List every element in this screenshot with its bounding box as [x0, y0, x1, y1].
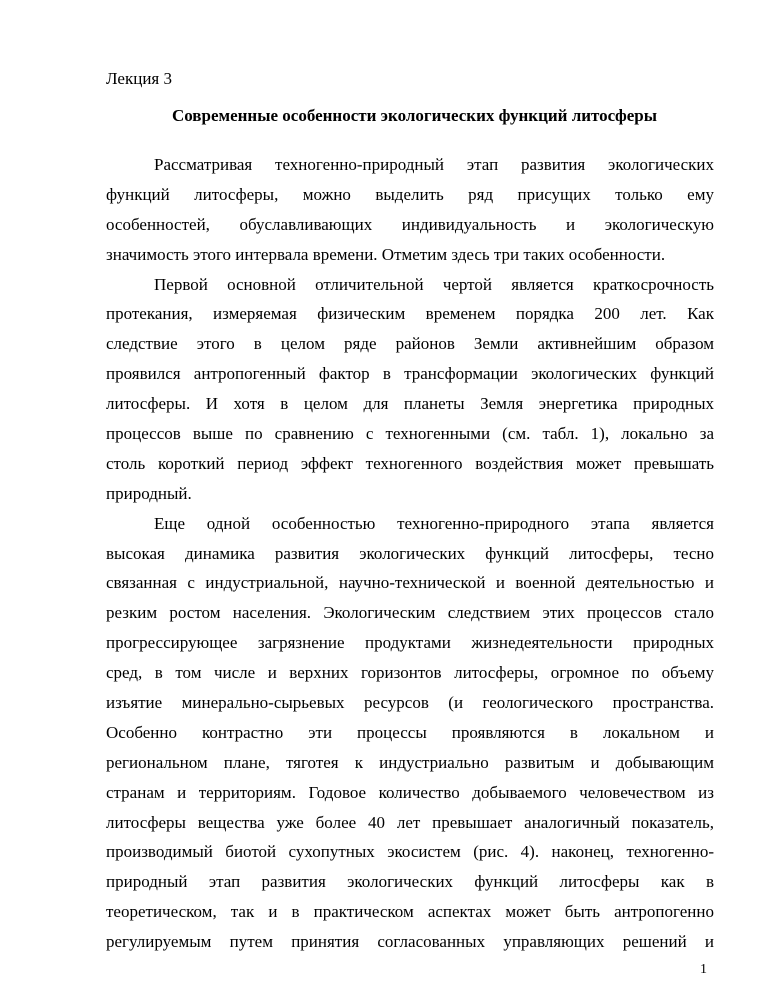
text-line: природный этап развития экологических функций литосферы как в [106, 872, 714, 892]
text-line: Рассматривая техногенно-природный этап развития экологических [154, 155, 714, 174]
text-line: резким ростом населения. Экологическим следствием этих процессов стало [106, 603, 714, 623]
text-line: производимый биотой сухопутных экосистем (рис. 4). наконец, техногенно- [106, 842, 714, 862]
text-line: Еще одной особенностью техногенно-природного этапа является [154, 513, 714, 533]
text-line: литосферы вещества уже более 40 лет превышает аналогичный показатель, [106, 812, 714, 832]
text-line: функций литосферы, можно выделить ряд присущих только ему [106, 184, 714, 204]
document-title: Современные особенности экологических функций литосферы [171, 106, 658, 125]
text-line: значимость этого интервала времени. Отметим здесь три таких особенности. [106, 244, 666, 264]
text-line: процессов выше по сравнению с техногенными (см. табл. 1), локально за [106, 424, 714, 444]
text-line: связанная с индустриальной, научно-технической и военной деятельностью и [106, 573, 714, 593]
text-line: Особенно контрастно эти процессы проявляются в локальном и [106, 722, 714, 742]
text-line: регулируемым путем принятия согласованных управляющих решений и [106, 932, 714, 952]
text-line: литосферы. И хотя в целом для планеты Земля энергетика природных [106, 394, 714, 414]
text-line: следствие этого в целом ряде районов Земли активнейшим образом [106, 334, 714, 354]
page-number: 1 [700, 962, 707, 977]
text-line: теоретическом, так и в практическом аспектах может быть антропогенно [106, 902, 714, 922]
text-line: высокая динамика развития экологических функций литосферы, тесно [106, 543, 714, 563]
text-line: столь короткий период эффект техногенного воздействия может превышать [106, 453, 714, 473]
text-line: особенностей, обуславливающих индивидуальность и экологическую [106, 214, 714, 234]
text-line: протекания, измеряемая физическим временем порядка 200 лет. Как [106, 304, 714, 324]
lecture-label: Лекция 3 [106, 69, 172, 88]
text-line: прогрессирующее загрязнение продуктами жизнедеятельности природных [106, 633, 714, 653]
text-line: проявился антропогенный фактор в трансформации экологических функций [106, 364, 714, 384]
text-line: сред, в том числе и верхних горизонтов литосферы, огромное по объему [106, 663, 714, 683]
text-line: странам и территориям. Годовое количество добываемого человечеством из [106, 782, 714, 802]
text-line: Первой основной отличительной чертой является краткосрочность [154, 274, 714, 294]
document-body [106, 150, 714, 957]
text-line: природный. [106, 483, 192, 503]
text-line: изъятие минерально-сырьевых ресурсов (и геологического пространства. [106, 693, 714, 713]
text-line: региональном плане, тяготея к индустриально развитым и добывающим [106, 752, 714, 772]
